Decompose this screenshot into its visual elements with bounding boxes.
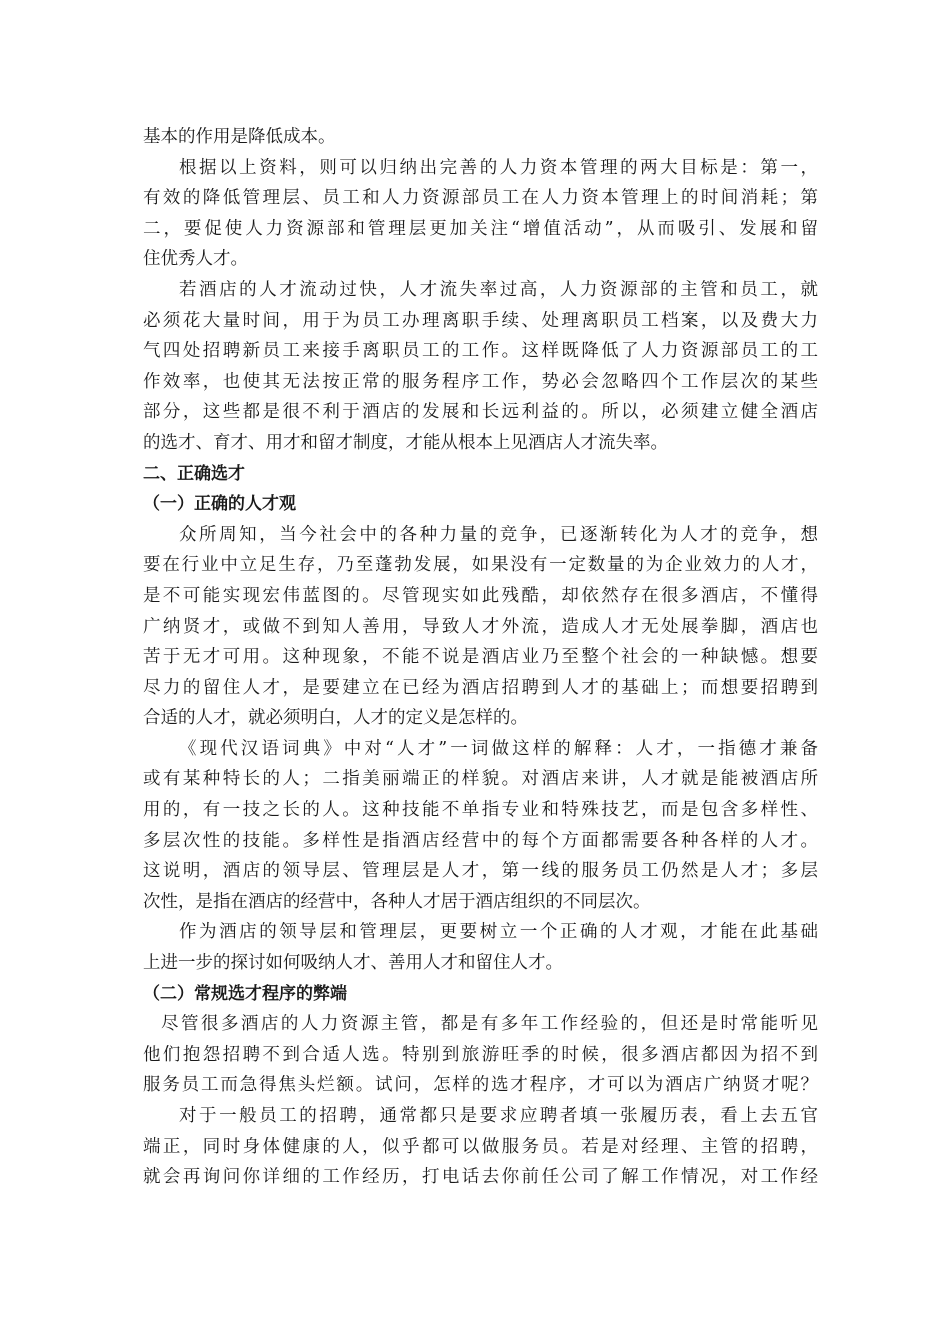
- section-heading: （一）正确的人才观: [143, 494, 296, 515]
- paragraph-last-line: 的选才、育才、用才和留才制度，才能从根本上见酒店人才流失率。: [143, 432, 668, 453]
- paragraph-last-line: 基本的作用是降低成本。: [143, 127, 336, 147]
- body-text-line: 二，要促使人力资源部和管理层更加关注“增值活动”，从而吸引、发展和留: [143, 218, 818, 239]
- paragraph-last-line: 住优秀人才。: [143, 249, 248, 270]
- paragraph-last-line: 次性，是指在酒店的经营中，各种人才居于酒店组织的不同层次。: [143, 891, 651, 912]
- body-text-line: 是不可能实现宏伟蓝图的。尽管现实如此残酷，却依然存在很多酒店，不懂得: [143, 585, 818, 606]
- paragraph-first-line: 作为酒店的领导层和管理层，更要树立一个正确的人才观，才能在此基础: [179, 922, 818, 943]
- body-text-line: 作效率，也使其无法按正常的服务程序工作，势必会忽略四个工作层次的某些: [143, 371, 818, 392]
- body-text-line: 多层次性的技能。多样性是指酒店经营中的每个方面都需要各种各样的人才。: [143, 830, 818, 851]
- paragraph-last-line: 合适的人才，就必须明白，人才的定义是怎样的。: [143, 708, 528, 729]
- body-text-line: 端正，同时身体健康的人，似乎都可以做服务员。若是对经理、主管的招聘，: [143, 1136, 818, 1157]
- paragraph-first-line: 若酒店的人才流动过快，人才流失率过高，人力资源部的主管和员工，就: [179, 279, 818, 300]
- section-heading: （二）常规选才程序的弊端: [143, 983, 347, 1004]
- body-text-line: 尽力的留住人才，是要建立在已经为酒店招聘到人才的基础上；而想要招聘到: [143, 677, 818, 698]
- paragraph-first-line: 《现代汉语词典》中对“人才”一词做这样的解释：人才，一指德才兼备: [179, 738, 818, 759]
- paragraph-last-line: 上进一步的探讨如何吸纳人才、善用人才和留住人才。: [143, 953, 563, 974]
- body-text-line: 有效的降低管理层、员工和人力资源部员工在人力资本管理上的时间消耗；第: [143, 188, 818, 209]
- body-text-line: 他们抱怨招聘不到合适人选。特别到旅游旺季的时候，很多酒店都因为招不到: [143, 1044, 818, 1065]
- body-text-line: 必须花大量时间，用于为员工办理离职手续、处理离职员工档案，以及费大力: [143, 310, 818, 331]
- paragraph-first-line: 对于一般员工的招聘，通常都只是要求应聘者填一张履历表，看上去五官: [179, 1106, 818, 1126]
- body-text-line: 这说明，酒店的领导层、管理层是人才，第一线的服务员工仍然是人才；多层: [143, 861, 818, 882]
- body-text-line: 用的，有一技之长的人。这种技能不单指专业和特殊技艺，而是包含多样性、: [143, 800, 818, 821]
- body-text-line: 就会再询问你详细的工作经历，打电话去你前任公司了解工作情况，对工作经: [143, 1167, 818, 1188]
- body-text-line: 或有某种特长的人；二指美丽端正的样貌。对酒店来讲，人才就是能被酒店所: [143, 769, 818, 790]
- body-text-line: 部分，这些都是很不利于酒店的发展和长远利益的。所以，必须建立健全酒店: [143, 402, 818, 423]
- body-text-line: 广纳贤才，或做不到知人善用，导致人才外流，造成人才无处展拳脚，酒店也: [143, 616, 818, 637]
- body-text-line: 气四处招聘新员工来接手离职员工的工作。这样既降低了人力资源部员工的工: [143, 341, 818, 362]
- body-text-line: 要在行业中立足生存，乃至蓬勃发展，如果没有一定数量的为企业效力的人才，: [143, 555, 818, 576]
- paragraph-first-line: 尽管很多酒店的人力资源主管，都是有多年工作经验的，但还是时常能听见: [161, 1014, 818, 1035]
- body-text-line: 服务员工而急得焦头烂额。试问，怎样的选才程序，才可以为酒店广纳贤才呢？: [143, 1075, 818, 1096]
- body-text-line: 苦于无才可用。这种现象，不能不说是酒店业乃至整个社会的一种缺憾。想要: [143, 647, 818, 668]
- document-page: [143, 122, 818, 1193]
- section-heading: 二、正确选才: [143, 463, 245, 484]
- paragraph-first-line: 根据以上资料，则可以归纳出完善的人力资本管理的两大目标是：第一，: [179, 157, 818, 178]
- paragraph-first-line: 众所周知，当今社会中的各种力量的竞争，已逐渐转化为人才的竞争，想: [179, 524, 818, 545]
